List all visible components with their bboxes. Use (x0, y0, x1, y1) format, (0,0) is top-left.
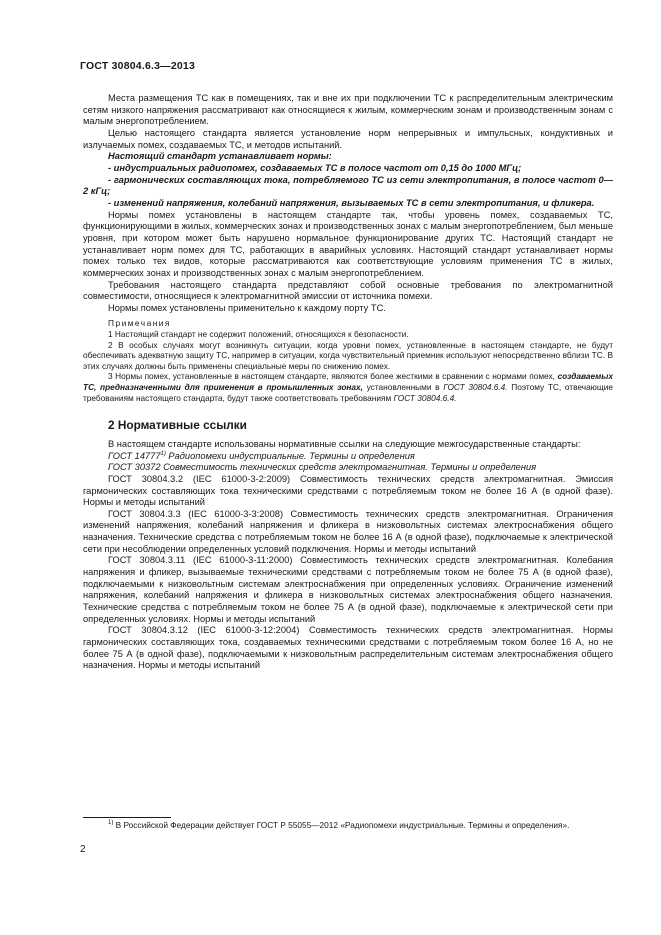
footnote-divider (83, 817, 171, 818)
page-number: 2 (80, 844, 86, 855)
section-2-title: 2 Нормативные ссылки (108, 418, 247, 433)
document-body (83, 93, 613, 672)
footnote (83, 820, 613, 831)
note-2: 2 В особых случаях могут возникнуть ситуации, когда уровни помех, установленные в настоящем стандарте, не будут обеспечивать адекватную защиту ТС, например в ситуации, когда чувствительный приемник используют непосредственно вблизи ТС. В этих случаях должны быть применены специальные меры по снижению помех. (83, 339, 613, 371)
norm-item-radio: - индустриальных радиопомех, создаваемых ТС в полосе частот от 0,15 до 1000 МГц; (108, 162, 522, 173)
note-3-part-e: Поэтому ТС, отвечающие требованиям настоящего стандарта, будут также соответствовать требованиям (83, 382, 613, 403)
note-3-part-c: установленными в (366, 382, 440, 393)
note-3 (83, 371, 613, 403)
reference-gost-30804-3-12: ГОСТ 30804.3.12 (IEC 61000-3-12:2004) Совместимость технических средств электромагнитная. Нормы гармонических составляющих тока, создаваемых техническими средствами с потребляемым током более 16 А, но не более 75 А (в одной фазе), подключаемыми к низковольтным распределительным системам электроснабжения общего назначения. Нормы и методы испытаний (83, 625, 613, 671)
reference-gost-30372: ГОСТ 30372 Совместимость технических средств электромагнитная. Термины и определения (108, 462, 537, 473)
norm-item-voltage: - изменений напряжения, колебаний напряжения, вызываемых ТС в сети электропитания, и фликера. (108, 197, 595, 208)
intro-paragraph-ports: Нормы помех установлены применительно к каждому порту ТС. (108, 302, 386, 313)
notes-block (83, 318, 613, 403)
note-1: 1 Настоящий стандарт не содержит положений, относящихся к безопасности. (108, 329, 409, 340)
references-intro: В настоящем стандарте использованы нормативные ссылки на следующие межгосударственные стандарты: (108, 438, 581, 449)
intro-paragraph-scope: Места размещения ТС как в помещениях, так и вне их при подключении ТС к распределительным электрическим сетям низкого напряжения рассматривают как относящиеся к жилым, коммерческим зонам и производственным зонам с малым энергопотреблением. (83, 93, 613, 127)
intro-paragraph-purpose: Целью настоящего стандарта является установление норм непрерывных и импульсных, кондуктивных и излучаемых помех, создаваемых ТС, и методов испытаний. (83, 127, 613, 150)
footnote-marker-bottom: 1) (108, 820, 114, 827)
note-3-ref-1: ГОСТ 30804.6.4. (443, 382, 508, 393)
norms-intro: Настоящий стандарт устанавливает нормы: (108, 151, 332, 162)
footnote-marker: 1) (160, 450, 166, 457)
reference-gost-14777 (83, 451, 613, 463)
note-3-ref-2: ГОСТ 30804.6.4. (393, 392, 457, 403)
norm-item-harmonics: - гармонических составляющих тока, потребляемого ТС из сети электропитания, в полосе частот 0—2 кГц; (83, 174, 613, 197)
document-header: ГОСТ 30804.6.3—2013 (80, 60, 196, 72)
notes-title: Примечания (108, 318, 171, 329)
intro-paragraph-levels: Нормы помех установлены в настоящем стандарте так, чтобы уровень помех, создаваемых ТС, функционирующими в жилых, коммерческих зонах и производственных зонах с малым энергопотреблением, был меньше уровня, при котором может быть нарушено нормальное функционирование других ТС. Настоящий стандарт не устанавливает норм помех для ТС, работающих в аварийных условиях. Настоящий стандарт устанавливает нормы помех только тех видов, которые рассматриваются как соответствующие условиям применения ТС в жилых, коммерческих зонах и производственных зонах с малым энергопотреблением. (83, 209, 613, 278)
note-3-part-a: 3 Нормы помех, установленные в настоящем стандарте, являются более жесткими в сравнении с нормами помех, (108, 371, 555, 382)
footnote-text: В Российской Федерации действует ГОСТ Р 55055—2012 «Радиопомехи индустриальные. Термины и определения». (113, 820, 570, 830)
reference-gost-14777-code: ГОСТ 14777 (108, 450, 161, 461)
reference-gost-14777-title: Радиопомехи индустриальные. Термины и определения (165, 450, 415, 461)
note-3-emphasis: создаваемых ТС, предназначенными для применения в промышленных зонах, (83, 371, 614, 393)
intro-paragraph-requirements: Требования настоящего стандарта представляют собой основные требования по электромагнитной совместимости, относящиеся к электромагнитной эмиссии от источника помехи. (83, 279, 613, 302)
reference-gost-30804-3-11: ГОСТ 30804.3.11 (IEC 61000-3-11:2000) Совместимость технических средств электромагнитная. Колебания напряжения и фликер, вызываемые техническими средствами с потребляемым током не более 75 А (в одной фазе), подключаемыми к низковольтным системам электроснабжения при определенных условиях. Ограничение изменений напряжения, колебаний напряжения и фликера в низковольтных системах электроснабжения общего назначения. Технические средства с потребляемым током не более 75 А (в одной фазе), подключаемые к электрической сети при определенных условиях. Нормы и методы испытаний (83, 555, 613, 624)
reference-gost-30804-3-3: ГОСТ 30804.3.3 (IEC 61000-3-3:2008) Совместимость технических средств электромагнитная. Ограничения изменений напряжения, колебаний напряжения и фликера в низковольтных системах электроснабжения общего назначения. Технические средства с потребляемым током не более 16 А (в одной фазе), подключаемые к электрической сети при несоблюдении определенных условий подключения. Нормы и методы испытаний (83, 508, 613, 554)
reference-gost-30804-3-2: ГОСТ 30804.3.2 (IEC 61000-3-2:2009) Совместимость технических средств электромагнитная. Эмиссия гармонических составляющих тока техническими средствами с потребляемым током не более 16 А (в одной фазе). Нормы и методы испытаний (83, 473, 613, 508)
